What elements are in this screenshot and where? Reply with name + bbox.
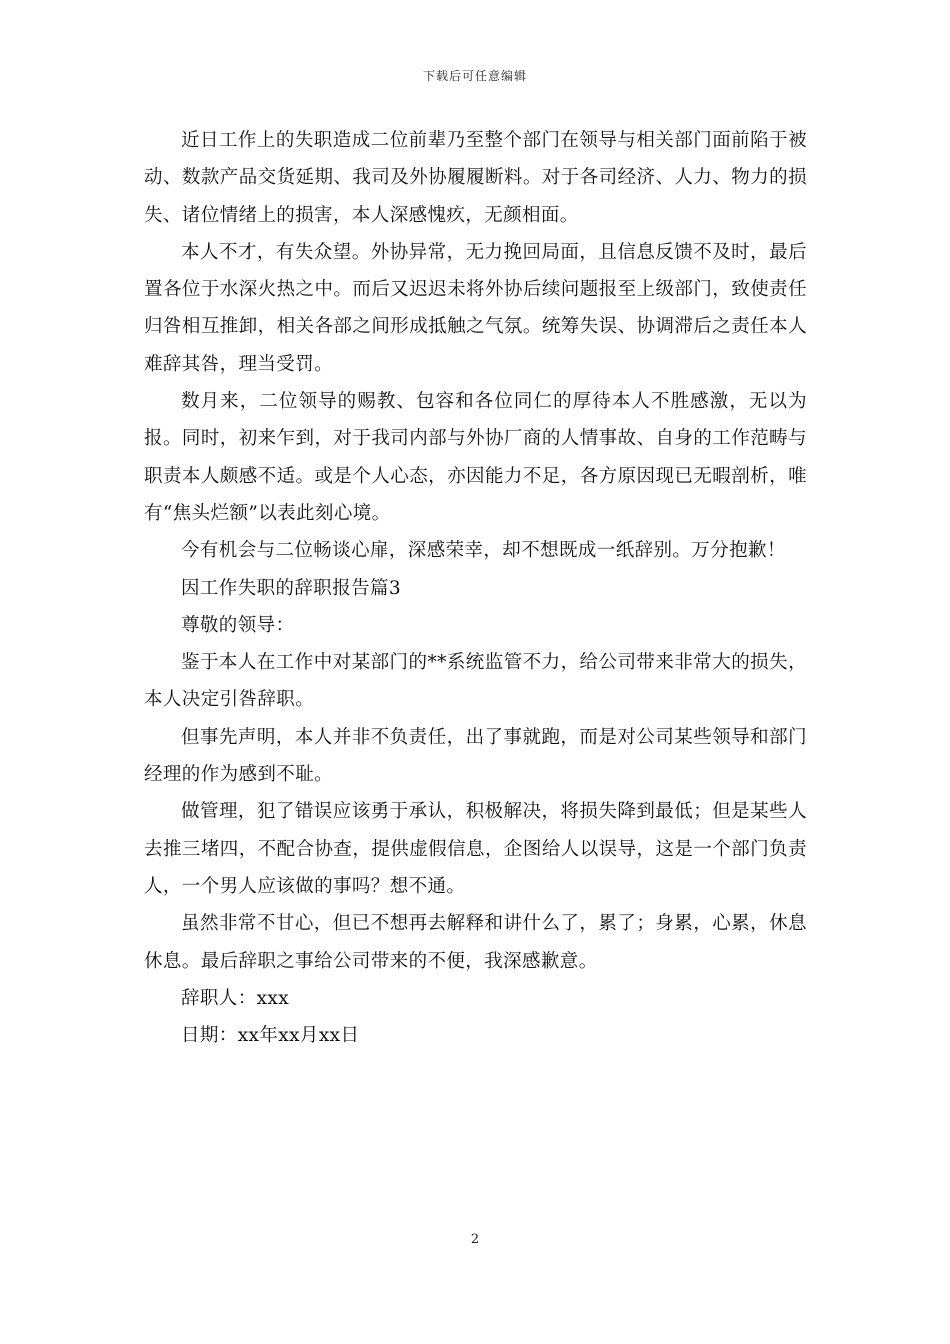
salutation: 尊敬的领导： <box>181 614 295 636</box>
date-line: 日期：xx年xx月xx日 <box>181 1025 360 1047</box>
paragraph-statement: 但事先声明，本人并非不负责任，出了事就跑，而是对公司某些领导和部门经理的作为感到不耻。 <box>144 726 807 786</box>
section-title: 因工作失职的辞职报告篇3 <box>181 577 402 599</box>
paragraph-management: 做管理，犯了错误应该勇于承认，积极解决，将损失降到最低；但是某些人去推三堵四，不配合协查，提供虚假信息，企图给人以误导，这是一个部门负责人，一个男人应该做的事吗？想不通。 <box>144 801 807 897</box>
signature-line: 辞职人：xxx <box>181 987 290 1009</box>
paragraph-gratitude: 数月来，二位领导的赐教、包容和各位同仁的厚待本人不胜感激，无以为报。同时，初来乍到，对于我司内部与外协厂商的人情事故、自身的工作范畴与职责本人颇感不适。或是个人心态，亦因能力不足，各方原因现已无暇剖析，唯有“焦头烂额”以表此刻心境。 <box>144 391 807 524</box>
paragraph-responsibility: 本人不才，有失众望。外协异常，无力挽回局面，且信息反馈不及时，最后置各位于水深火热之中。而后又迟迟未将外协后续问题报至上级部门，致使责任归咎相互推卸，相关各部之间形成抵触之气氛。统筹失误、协调滞后之责任本人难辞其咎，理当受罚。 <box>144 241 807 375</box>
paragraph-closing: 虽然非常不甘心，但已不想再去解释和讲什么了，累了；身累，心累，休息休息。最后辞职之事给公司带来的不便，我深感歉意。 <box>144 913 807 972</box>
paragraph-apology-intro: 近日工作上的失职造成二位前辈乃至整个部门在领导与相关部门面前陷于被动、数款产品交货延期、我司及外协履履断料。对于各司经济、人力、物力的损失、诸位情绪上的损害，本人深感愧疚，无颜相面。 <box>144 130 807 226</box>
paragraph-farewell: 今有机会与二位畅谈心扉，深感荣幸，却不想既成一纸辞别。万分抱歉！ <box>181 540 786 562</box>
document-body <box>144 122 807 1054</box>
page-number: 2 <box>470 1232 480 1247</box>
page-header: 下载后可任意编辑 <box>422 69 527 83</box>
paragraph-resignation-reason: 鉴于本人在工作中对某部门的**系统监管不力，给公司带来非常大的损失，本人决定引咎辞职。 <box>144 652 807 711</box>
